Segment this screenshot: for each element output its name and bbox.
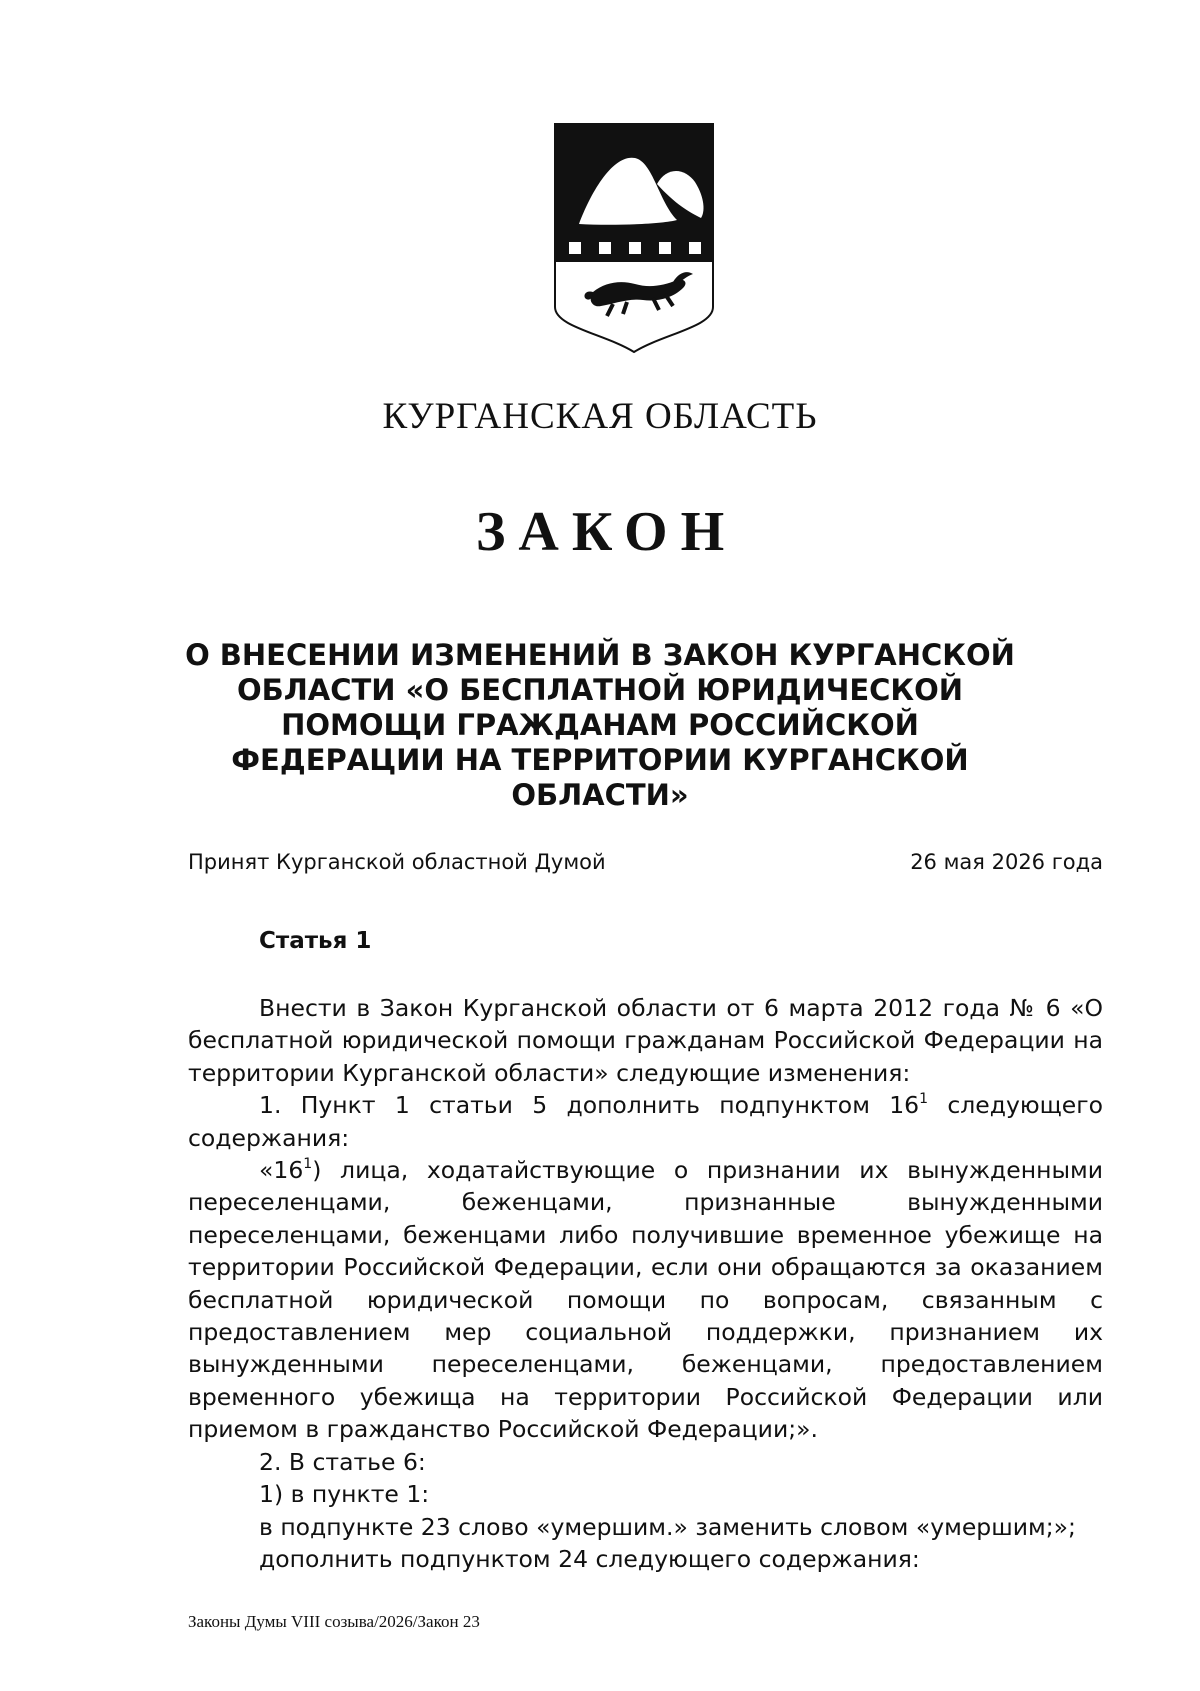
item-1-superscript: 1 [919,1091,929,1108]
coat-of-arms-emblem [553,122,748,357]
subitem-16-1-number: «16 [259,1156,304,1185]
article-body [188,992,1103,1575]
document-type-heading: ЗАКОН [475,501,738,563]
law-title: О ВНЕСЕНИИ ИЗМЕНЕНИЙ В ЗАКОН КУРГАНСКОЙ ОБЛАСТИ «О БЕСПЛАТНОЙ ЮРИДИЧЕСКОЙ ПОМОЩИ ГРАЖДАНАМ РОССИЙСКОЙ ФЕДЕРАЦИИ НА ТЕРРИТОРИИ КУРГАНСКОЙ ОБЛАСТИ» [185,638,1015,812]
adoption-date: 26 мая 2026 года [910,850,1103,874]
item-1-tail: следующего содержания: [188,1091,1103,1152]
item-1-paragraph [188,1089,1103,1154]
footer-document-reference: Законы Думы VIII созыва/2026/Закон 23 [188,1612,480,1631]
replace-word-paragraph: в подпункте 23 слово «умершим.» заменить словом «умершим;»; [259,1512,1076,1541]
subitem-16-1-text: ) лица, ходатайствующие о признании их вынужденными переселенцами, беженцами, признанные вынужденными переселенцами, беженцами либо получившие временное убежище на территории Российской Федерации, если они обращаются за оказанием бесплатной юридической помощи по вопросам, связанным с предоставлением мер социальной поддержки, признанием их вынужденными переселенцами, беженцами, предоставлением временного убежища на территории Российской Федерации или приемом в гражданство Российской Федерации;». [188,1156,1103,1444]
item-1-text: 1. Пункт 1 статьи 5 дополнить подпунктом 16 [259,1091,920,1120]
adopted-by: Принят Курганской областной Думой [188,850,606,874]
subitem-1-paragraph: 1) в пункте 1: [259,1480,430,1509]
article-heading: Статья 1 [259,928,372,954]
article-intro-paragraph: Внести в Закон Курганской области от 6 марта 2012 года № 6 «О бесплатной юридической помощи гражданам Российской Федерации на территории Курганской области» следующие изменения: [188,994,1103,1087]
adoption-line [188,850,1103,874]
region-name: КУРГАНСКАЯ ОБЛАСТЬ [382,396,818,437]
add-subitem-paragraph: дополнить подпунктом 24 следующего содержания: [259,1544,920,1573]
item-2-paragraph: 2. В статье 6: [259,1447,426,1476]
subitem-16-1-superscript: 1 [303,1156,313,1173]
subitem-16-1-paragraph [188,1154,1103,1446]
